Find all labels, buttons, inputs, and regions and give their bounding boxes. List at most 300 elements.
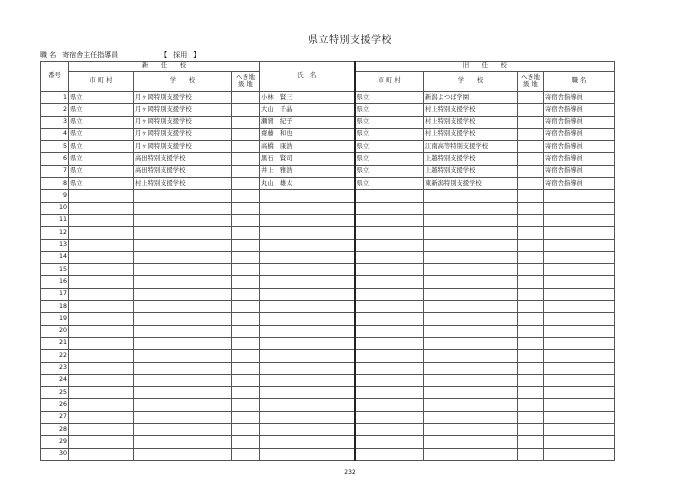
header-old-city: 市 町 村 bbox=[355, 72, 424, 92]
new-school-cell bbox=[134, 313, 232, 325]
bracket-open: 【 bbox=[160, 51, 168, 59]
row-number: 5 bbox=[41, 141, 69, 153]
row-number: 20 bbox=[41, 325, 69, 337]
new-city-cell bbox=[69, 301, 134, 313]
new-remote-cell bbox=[232, 227, 260, 239]
position-cell: 寄宿舎指導員 bbox=[544, 128, 615, 140]
new-remote-cell bbox=[232, 178, 260, 190]
old-remote-cell bbox=[518, 178, 544, 190]
new-city-cell bbox=[69, 374, 134, 386]
job-value: 寄宿舎主任指導員 bbox=[62, 51, 119, 59]
new-remote-cell bbox=[232, 153, 260, 165]
old-remote-cell bbox=[518, 214, 544, 226]
new-remote-cell bbox=[232, 214, 260, 226]
new-school-cell bbox=[134, 436, 232, 448]
new-city-cell bbox=[69, 424, 134, 436]
new-city-cell bbox=[69, 190, 134, 202]
old-remote-cell bbox=[518, 239, 544, 251]
row-number: 6 bbox=[41, 153, 69, 165]
position-cell bbox=[544, 288, 615, 300]
new-school-cell bbox=[134, 448, 232, 460]
row-number: 19 bbox=[41, 313, 69, 325]
row-number: 12 bbox=[41, 227, 69, 239]
old-city-cell bbox=[355, 227, 424, 239]
new-city-cell: 県立 bbox=[69, 116, 134, 128]
table-row bbox=[41, 276, 615, 288]
new-remote-cell bbox=[232, 141, 260, 153]
old-school-cell: 村上特別支援学校 bbox=[424, 116, 518, 128]
new-city-cell bbox=[69, 251, 134, 263]
row-number: 28 bbox=[41, 424, 69, 436]
new-school-cell: 月ヶ岡特別支援学校 bbox=[134, 128, 232, 140]
table-row bbox=[41, 436, 615, 448]
row-number: 1 bbox=[41, 92, 69, 104]
new-school-cell bbox=[134, 276, 232, 288]
name-cell bbox=[260, 202, 355, 214]
row-number: 14 bbox=[41, 251, 69, 263]
old-remote-cell bbox=[518, 301, 544, 313]
position-cell bbox=[544, 362, 615, 374]
new-remote-cell bbox=[232, 104, 260, 116]
name-cell bbox=[260, 288, 355, 300]
old-city-cell bbox=[355, 288, 424, 300]
old-remote-cell bbox=[518, 448, 544, 460]
new-remote-cell bbox=[232, 264, 260, 276]
position-cell bbox=[544, 251, 615, 263]
name-cell: 黒石 賢司 bbox=[260, 153, 355, 165]
name-cell bbox=[260, 264, 355, 276]
old-school-cell bbox=[424, 337, 518, 349]
table-row bbox=[41, 264, 615, 276]
new-city-cell bbox=[69, 227, 134, 239]
old-remote-cell bbox=[518, 128, 544, 140]
new-remote-cell bbox=[232, 387, 260, 399]
table-row bbox=[41, 116, 615, 128]
table-row bbox=[41, 251, 615, 263]
new-city-cell: 県立 bbox=[69, 92, 134, 104]
new-school-cell bbox=[134, 288, 232, 300]
row-number: 13 bbox=[41, 239, 69, 251]
old-school-cell: 上越特別支援学校 bbox=[424, 153, 518, 165]
new-city-cell bbox=[69, 448, 134, 460]
old-city-cell: 県立 bbox=[355, 104, 424, 116]
new-school-cell bbox=[134, 387, 232, 399]
table-row bbox=[41, 448, 615, 460]
row-number: 9 bbox=[41, 190, 69, 202]
old-remote-cell bbox=[518, 116, 544, 128]
position-cell bbox=[544, 276, 615, 288]
new-city-cell bbox=[69, 337, 134, 349]
table-row bbox=[41, 362, 615, 374]
name-cell: 齋藤 和也 bbox=[260, 128, 355, 140]
old-city-cell bbox=[355, 387, 424, 399]
position-cell bbox=[544, 227, 615, 239]
old-school-cell bbox=[424, 325, 518, 337]
row-number: 2 bbox=[41, 104, 69, 116]
old-city-cell bbox=[355, 424, 424, 436]
new-school-cell bbox=[134, 399, 232, 411]
row-number: 21 bbox=[41, 337, 69, 349]
new-remote-cell bbox=[232, 116, 260, 128]
old-remote-cell bbox=[518, 424, 544, 436]
name-cell bbox=[260, 214, 355, 226]
name-cell bbox=[260, 313, 355, 325]
old-remote-cell bbox=[518, 104, 544, 116]
old-city-cell: 県立 bbox=[355, 153, 424, 165]
old-city-cell: 県立 bbox=[355, 116, 424, 128]
name-cell bbox=[260, 387, 355, 399]
old-school-cell bbox=[424, 190, 518, 202]
old-city-cell bbox=[355, 325, 424, 337]
new-school-cell bbox=[134, 411, 232, 423]
old-remote-cell bbox=[518, 264, 544, 276]
new-school-cell: 月ヶ岡特別支援学校 bbox=[134, 104, 232, 116]
name-cell bbox=[260, 337, 355, 349]
table-row bbox=[41, 301, 615, 313]
table-row bbox=[41, 190, 615, 202]
old-remote-cell bbox=[518, 288, 544, 300]
name-cell: 大山 千晶 bbox=[260, 104, 355, 116]
old-city-cell: 県立 bbox=[355, 92, 424, 104]
name-cell bbox=[260, 301, 355, 313]
old-city-cell bbox=[355, 190, 424, 202]
old-school-cell: 村上特別支援学校 bbox=[424, 128, 518, 140]
row-number: 24 bbox=[41, 374, 69, 386]
new-remote-cell bbox=[232, 190, 260, 202]
new-city-cell bbox=[69, 288, 134, 300]
table-row bbox=[41, 411, 615, 423]
row-number: 23 bbox=[41, 362, 69, 374]
old-city-cell bbox=[355, 374, 424, 386]
old-school-cell bbox=[424, 276, 518, 288]
old-school-cell: 上越特別支援学校 bbox=[424, 165, 518, 177]
position-cell bbox=[544, 190, 615, 202]
row-number: 7 bbox=[41, 165, 69, 177]
old-city-cell bbox=[355, 214, 424, 226]
row-number: 4 bbox=[41, 128, 69, 140]
new-city-cell bbox=[69, 387, 134, 399]
old-school-cell bbox=[424, 202, 518, 214]
old-school-cell bbox=[424, 424, 518, 436]
name-cell bbox=[260, 276, 355, 288]
row-number: 15 bbox=[41, 264, 69, 276]
new-remote-cell bbox=[232, 325, 260, 337]
name-cell bbox=[260, 411, 355, 423]
old-city-cell bbox=[355, 448, 424, 460]
position-cell bbox=[544, 436, 615, 448]
old-remote-cell bbox=[518, 276, 544, 288]
name-cell: 小林 賢三 bbox=[260, 92, 355, 104]
position-cell: 寄宿舎指導員 bbox=[544, 104, 615, 116]
table-row bbox=[41, 288, 615, 300]
old-school-cell bbox=[424, 264, 518, 276]
position-cell bbox=[544, 337, 615, 349]
new-school-cell: 月ヶ岡特別支援学校 bbox=[134, 116, 232, 128]
name-cell bbox=[260, 424, 355, 436]
new-school-cell bbox=[134, 337, 232, 349]
old-city-cell bbox=[355, 350, 424, 362]
position-cell bbox=[544, 424, 615, 436]
new-remote-cell bbox=[232, 301, 260, 313]
job-title-line bbox=[40, 50, 206, 60]
new-city-cell bbox=[69, 239, 134, 251]
header-old-school: 旧 任 校 bbox=[355, 62, 615, 72]
new-city-cell bbox=[69, 264, 134, 276]
new-school-cell: 月ヶ岡特別支援学校 bbox=[134, 141, 232, 153]
header-number: 番号 bbox=[41, 62, 69, 92]
position-cell bbox=[544, 350, 615, 362]
job-label: 職 名 bbox=[40, 51, 57, 59]
old-city-cell bbox=[355, 251, 424, 263]
old-city-cell bbox=[355, 301, 424, 313]
position-cell: 寄宿舎指導員 bbox=[544, 178, 615, 190]
new-city-cell: 県立 bbox=[69, 104, 134, 116]
row-number: 8 bbox=[41, 178, 69, 190]
old-school-cell bbox=[424, 374, 518, 386]
old-city-cell bbox=[355, 264, 424, 276]
new-city-cell bbox=[69, 276, 134, 288]
new-remote-cell bbox=[232, 436, 260, 448]
position-cell bbox=[544, 239, 615, 251]
old-remote-cell bbox=[518, 165, 544, 177]
name-cell: 井上 雅浩 bbox=[260, 165, 355, 177]
old-city-cell: 県立 bbox=[355, 178, 424, 190]
name-cell bbox=[260, 374, 355, 386]
header-old-remote: へき地 級 地 bbox=[518, 72, 544, 92]
name-cell bbox=[260, 448, 355, 460]
table-row bbox=[41, 92, 615, 104]
new-city-cell bbox=[69, 350, 134, 362]
table-row bbox=[41, 399, 615, 411]
old-remote-cell bbox=[518, 325, 544, 337]
header-old-school-name: 学 校 bbox=[424, 72, 518, 92]
new-school-cell bbox=[134, 301, 232, 313]
new-city-cell bbox=[69, 399, 134, 411]
row-number: 3 bbox=[41, 116, 69, 128]
old-city-cell bbox=[355, 411, 424, 423]
old-school-cell bbox=[424, 313, 518, 325]
new-remote-cell bbox=[232, 448, 260, 460]
old-city-cell: 県立 bbox=[355, 165, 424, 177]
old-city-cell bbox=[355, 362, 424, 374]
header-new-school-name: 学 校 bbox=[134, 72, 232, 92]
new-remote-cell bbox=[232, 362, 260, 374]
new-remote-cell bbox=[232, 374, 260, 386]
new-remote-cell bbox=[232, 92, 260, 104]
new-school-cell: 高田特別支援学校 bbox=[134, 153, 232, 165]
new-school-cell bbox=[134, 424, 232, 436]
header-new-remote: へき地 級 地 bbox=[232, 72, 260, 92]
new-city-cell: 県立 bbox=[69, 128, 134, 140]
header-name: 氏 名 bbox=[260, 62, 355, 92]
row-number: 29 bbox=[41, 436, 69, 448]
row-number: 16 bbox=[41, 276, 69, 288]
table-row bbox=[41, 128, 615, 140]
row-number: 17 bbox=[41, 288, 69, 300]
table-row bbox=[41, 214, 615, 226]
page-number: 232 bbox=[344, 469, 356, 476]
new-school-cell bbox=[134, 362, 232, 374]
name-cell bbox=[260, 436, 355, 448]
old-city-cell bbox=[355, 337, 424, 349]
row-number: 26 bbox=[41, 399, 69, 411]
position-cell bbox=[544, 202, 615, 214]
old-remote-cell bbox=[518, 350, 544, 362]
name-cell bbox=[260, 190, 355, 202]
name-cell: 高橋 康浩 bbox=[260, 141, 355, 153]
old-school-cell bbox=[424, 239, 518, 251]
name-cell bbox=[260, 350, 355, 362]
new-city-cell bbox=[69, 214, 134, 226]
old-remote-cell bbox=[518, 251, 544, 263]
old-remote-cell bbox=[518, 153, 544, 165]
old-school-cell bbox=[424, 214, 518, 226]
new-city-cell bbox=[69, 313, 134, 325]
old-school-cell bbox=[424, 251, 518, 263]
position-cell: 寄宿舎指導員 bbox=[544, 141, 615, 153]
new-remote-cell bbox=[232, 313, 260, 325]
new-school-cell bbox=[134, 227, 232, 239]
old-remote-cell bbox=[518, 436, 544, 448]
new-school-cell: 月ヶ岡特別支援学校 bbox=[134, 92, 232, 104]
transfer-table bbox=[40, 61, 615, 461]
old-city-cell bbox=[355, 276, 424, 288]
old-school-cell bbox=[424, 301, 518, 313]
row-number: 25 bbox=[41, 387, 69, 399]
old-remote-cell bbox=[518, 141, 544, 153]
position-cell: 寄宿舎指導員 bbox=[544, 165, 615, 177]
old-city-cell bbox=[355, 399, 424, 411]
old-remote-cell bbox=[518, 362, 544, 374]
table-row bbox=[41, 350, 615, 362]
table-row bbox=[41, 227, 615, 239]
old-remote-cell bbox=[518, 374, 544, 386]
row-number: 27 bbox=[41, 411, 69, 423]
header-position: 職 名 bbox=[544, 72, 615, 92]
new-school-cell bbox=[134, 374, 232, 386]
old-city-cell bbox=[355, 436, 424, 448]
header-row-groups bbox=[41, 62, 615, 72]
position-cell bbox=[544, 374, 615, 386]
name-cell bbox=[260, 227, 355, 239]
old-school-cell: 村上特別支援学校 bbox=[424, 104, 518, 116]
name-cell bbox=[260, 239, 355, 251]
new-city-cell bbox=[69, 202, 134, 214]
old-school-cell bbox=[424, 436, 518, 448]
new-remote-cell bbox=[232, 128, 260, 140]
old-city-cell: 県立 bbox=[355, 141, 424, 153]
new-remote-cell bbox=[232, 337, 260, 349]
table-row bbox=[41, 153, 615, 165]
new-school-cell bbox=[134, 202, 232, 214]
table-body bbox=[41, 92, 615, 461]
position-cell bbox=[544, 301, 615, 313]
table-row bbox=[41, 104, 615, 116]
row-number: 11 bbox=[41, 214, 69, 226]
table-row bbox=[41, 313, 615, 325]
table-row bbox=[41, 325, 615, 337]
table-row bbox=[41, 337, 615, 349]
new-school-cell bbox=[134, 239, 232, 251]
new-remote-cell bbox=[232, 202, 260, 214]
table-row bbox=[41, 424, 615, 436]
position-cell bbox=[544, 325, 615, 337]
header-new-school: 新 任 校 bbox=[69, 62, 260, 72]
position-cell bbox=[544, 313, 615, 325]
new-city-cell bbox=[69, 436, 134, 448]
old-city-cell: 県立 bbox=[355, 128, 424, 140]
position-cell bbox=[544, 399, 615, 411]
old-remote-cell bbox=[518, 202, 544, 214]
old-remote-cell bbox=[518, 313, 544, 325]
old-school-cell: 新潟よつば学園 bbox=[424, 92, 518, 104]
table-row bbox=[41, 239, 615, 251]
new-city-cell: 県立 bbox=[69, 178, 134, 190]
position-cell: 寄宿舎指導員 bbox=[544, 116, 615, 128]
old-city-cell bbox=[355, 313, 424, 325]
new-remote-cell bbox=[232, 239, 260, 251]
row-number: 22 bbox=[41, 350, 69, 362]
table-row bbox=[41, 141, 615, 153]
header-new-city: 市 町 村 bbox=[69, 72, 134, 92]
name-cell bbox=[260, 362, 355, 374]
position-cell bbox=[544, 411, 615, 423]
name-cell bbox=[260, 251, 355, 263]
position-cell: 寄宿舎指導員 bbox=[544, 92, 615, 104]
new-school-cell bbox=[134, 190, 232, 202]
old-city-cell bbox=[355, 202, 424, 214]
old-remote-cell bbox=[518, 190, 544, 202]
old-remote-cell bbox=[518, 387, 544, 399]
table-row bbox=[41, 387, 615, 399]
name-cell: 瀬賀 紀子 bbox=[260, 116, 355, 128]
position-cell bbox=[544, 448, 615, 460]
row-number: 18 bbox=[41, 301, 69, 313]
old-school-cell bbox=[424, 227, 518, 239]
new-city-cell: 県立 bbox=[69, 141, 134, 153]
new-school-cell bbox=[134, 214, 232, 226]
name-cell: 丸山 雄太 bbox=[260, 178, 355, 190]
old-school-cell bbox=[424, 411, 518, 423]
position-cell bbox=[544, 387, 615, 399]
old-remote-cell bbox=[518, 337, 544, 349]
old-school-cell bbox=[424, 387, 518, 399]
name-cell bbox=[260, 399, 355, 411]
new-school-cell bbox=[134, 251, 232, 263]
old-school-cell: 東新潟特別支援学校 bbox=[424, 178, 518, 190]
new-remote-cell bbox=[232, 251, 260, 263]
new-remote-cell bbox=[232, 276, 260, 288]
new-school-cell bbox=[134, 350, 232, 362]
new-school-cell: 高田特別支援学校 bbox=[134, 165, 232, 177]
appointment-type: 採用 bbox=[173, 51, 188, 59]
new-school-cell: 村上特別支援学校 bbox=[134, 178, 232, 190]
table-row bbox=[41, 202, 615, 214]
old-school-cell bbox=[424, 350, 518, 362]
new-city-cell bbox=[69, 325, 134, 337]
old-school-cell bbox=[424, 362, 518, 374]
old-remote-cell bbox=[518, 92, 544, 104]
row-number: 10 bbox=[41, 202, 69, 214]
old-school-cell bbox=[424, 448, 518, 460]
new-city-cell bbox=[69, 362, 134, 374]
new-remote-cell bbox=[232, 350, 260, 362]
old-remote-cell bbox=[518, 411, 544, 423]
new-school-cell bbox=[134, 264, 232, 276]
old-school-cell bbox=[424, 399, 518, 411]
name-cell bbox=[260, 325, 355, 337]
old-remote-cell bbox=[518, 399, 544, 411]
